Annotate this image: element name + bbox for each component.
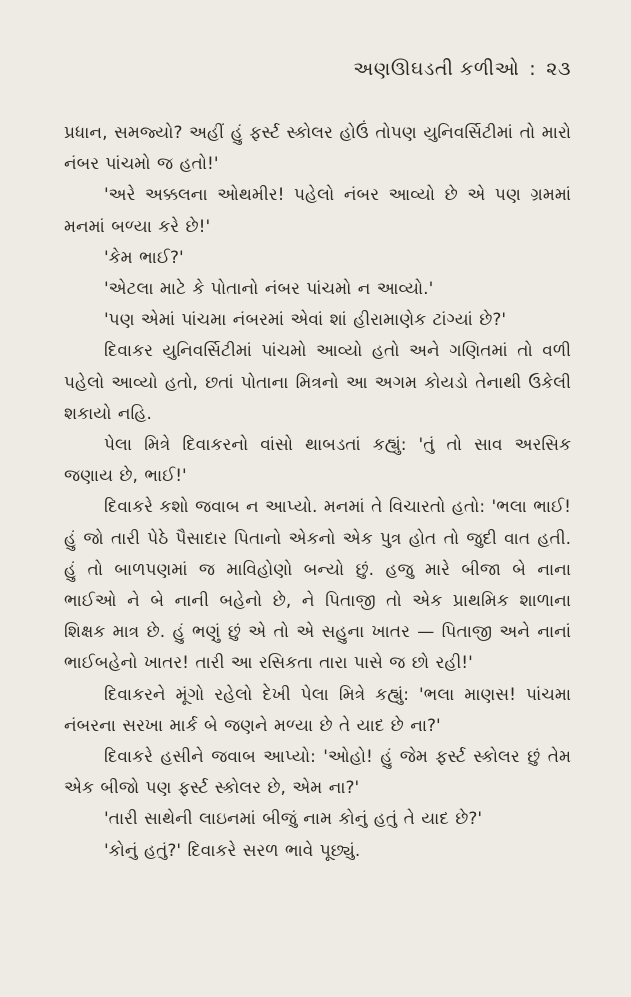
paragraph: પેલા મિત્રે દિવાકરનો વાંસો થાબડતાં કહ્યું: 'તું તો સાવ અરસિક જણાય છે, ભાઈ!'	[64, 435, 571, 487]
paragraph: દિવાકર યુનિવર્સિટીમાં પાંચમો આવ્યો હતો અને ગણિતમાં તો વળી પહેલો આવ્યો હતો, છતાં પોતાના મિત્રનો આ અગમ કોયડો તેનાથી ઉકેલી શકાયો નહિ.	[64, 341, 571, 424]
paragraph: 'એટલા માટે કે પોતાનો નંબર પાંચમો ન આવ્યો.'	[104, 279, 434, 300]
paragraph: દિવાકરે કશો જવાબ ન આપ્યો. મનમાં તે વિચારતો હતો: 'ભલા ભાઈ! હું જો તારી પેઠે પૈસાદાર પિતાનો એકનો એક પુત્ર હોત તો જુદી વાત હતી. હું તો બાળપણમાં જ માવિહોણો બન્યો છું. હજુ મારે બીજા બે નાના ભાઈઓ ને બે નાની બહેનો છે, ને પિતાજી તો એક પ્રાથમિક શાળાના શિક્ષક માત્ર છે. હું ભણું છું એ તો એ સહુના ખાતર — પિતાજી અને નાનાં ભાઈબહેનો ખાતર! તારી આ રસિકતા તારા પાસે જ છો રહી!'	[64, 497, 571, 674]
paragraph: 'તારી સાથેની લાઇનમાં બીજું નામ કોનું હતું તે યાદ છે?'	[104, 809, 483, 830]
chapter-title: અણઊઘડતી કળીઓ	[353, 58, 520, 80]
paragraph: 'કેમ ભાઈ?'	[104, 247, 184, 268]
page-number: ૨૩	[546, 58, 571, 80]
paragraph: દિવાકરે હસીને જવાબ આપ્યો: 'ઓહો! હું જેમ ફર્સ્ટ સ્કોલર છું તેમ એક બીજો પણ ફર્સ્ટ સ્કોલર છે, એમ ના?'	[64, 747, 571, 799]
header-separator: :	[529, 58, 537, 80]
paragraph: પ્રધાન, સમજ્યો? અહીં હું ફર્સ્ટ સ્કોલર હોઉં તોપણ યુનિવર્સિટીમાં તો મારો નંબર પાંચમો જ હતો!'	[64, 123, 571, 175]
page-body	[64, 118, 571, 867]
paragraph: 'પણ એમાં પાંચમા નંબરમાં એવાં શાં હીરામાણેક ટાંગ્યાં છે?'	[104, 310, 507, 331]
running-header	[64, 58, 571, 80]
paragraph: 'કોનું હતું?' દિવાકરે સરળ ભાવે પૂછ્યું.	[104, 840, 361, 861]
paragraph: દિવાકરને મૂંગો રહેલો દેખી પેલા મિત્રે કહ્યું: 'ભલા માણસ! પાંચમા નંબરના સરખા માર્ક બે જણને મળ્યા છે તે યાદ છે ના?'	[64, 684, 571, 736]
paragraph: 'અરે અક્કલના ઓથમીર! પહેલો નંબર આવ્યો છે એ પણ ગ્રમમાં મનમાં બળ્યા કરે છે!'	[64, 185, 571, 237]
